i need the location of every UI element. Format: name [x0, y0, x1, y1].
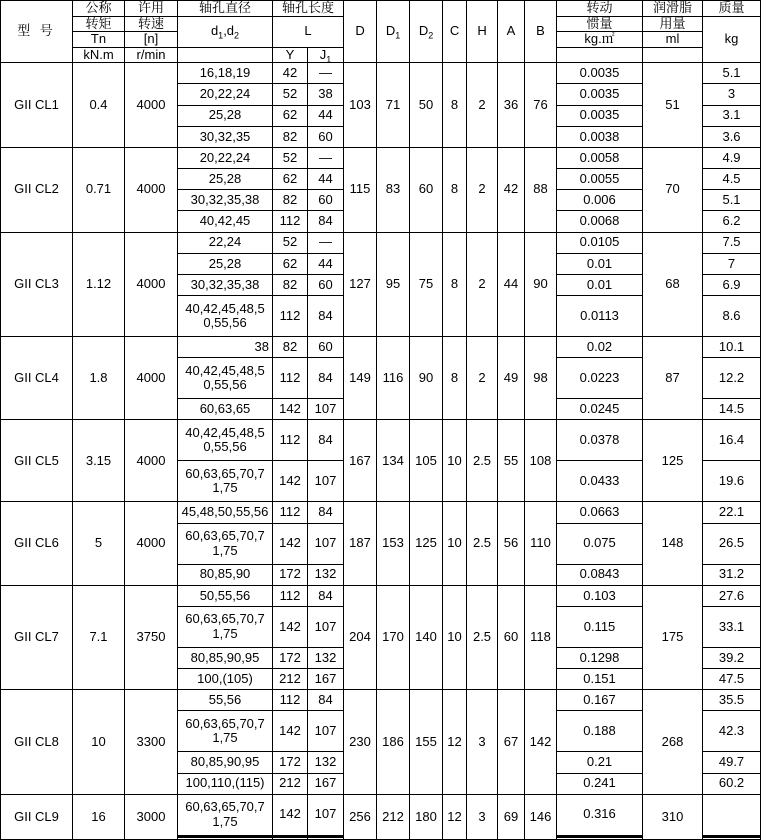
cell-dim-C: 12	[443, 690, 467, 795]
cell-length-J1: 60	[308, 126, 344, 147]
cell-torque: 5	[73, 502, 125, 585]
cell-bore-diameter: 16,18,19	[178, 63, 273, 84]
header-nominal-symbol: Tn	[73, 32, 125, 48]
cell-length-Y: 142	[273, 523, 308, 564]
cell-mass: 60.2	[703, 773, 761, 794]
cell-speed: 3000	[125, 794, 178, 839]
cell-inertia: 0.0378	[557, 420, 643, 461]
cell-dim-C: 8	[443, 147, 467, 232]
cell-dim-D1: 134	[377, 420, 410, 502]
cell-length-Y: 82	[273, 274, 308, 295]
cell-length-J1: 44	[308, 169, 344, 190]
cell-length-J1: 84	[308, 358, 344, 399]
cell-bore-diameter: 80,85,90,95	[178, 647, 273, 668]
table-body	[1, 63, 761, 840]
header-dim-B: B	[525, 1, 557, 63]
cell-bore-diameter: 40,42,45,48,50,55,56	[178, 296, 273, 337]
cell-dim-C: 8	[443, 232, 467, 337]
cell-dim-C: 12	[443, 794, 467, 839]
cell-mass: 12.2	[703, 358, 761, 399]
cell-bore-diameter: 100,(105)	[178, 669, 273, 690]
cell-length-Y: 62	[273, 169, 308, 190]
header-grease-top: 润滑脂	[643, 1, 703, 17]
cell-length-J1: 60	[308, 337, 344, 358]
cell-inertia: 0.0663	[557, 502, 643, 523]
cell-mass	[703, 838, 761, 840]
cell-dim-A: 49	[498, 337, 525, 420]
cell-model: GII CL4	[1, 337, 73, 420]
cell-speed: 4000	[125, 420, 178, 502]
cell-bore-diameter: 100,110,(115)	[178, 773, 273, 794]
cell-bore-diameter: 25,28	[178, 253, 273, 274]
cell-length-Y: 142	[273, 711, 308, 752]
cell-model: GII CL1	[1, 63, 73, 148]
cell-length-Y: 112	[273, 585, 308, 606]
table-row	[1, 690, 761, 711]
table-row	[1, 337, 761, 358]
cell-dim-H: 2.5	[467, 420, 498, 502]
cell-grease: 51	[643, 63, 703, 148]
header-grease-unit: ml	[643, 32, 703, 48]
cell-model: GII CL6	[1, 502, 73, 585]
header-nominal-unit: kN.m	[73, 47, 125, 63]
cell-mass: 39.2	[703, 647, 761, 668]
cell-dim-D1: 186	[377, 690, 410, 795]
cell-dim-B: 118	[525, 585, 557, 690]
cell-dim-D: 103	[344, 63, 377, 148]
cell-length-J1: 107	[308, 606, 344, 647]
cell-bore-diameter: 30,32,35,38	[178, 274, 273, 295]
cell-dim-D2: 140	[410, 585, 443, 690]
cell-bore-diameter: 38	[178, 337, 273, 358]
cell-mass: 5.1	[703, 190, 761, 211]
cell-grease: 268	[643, 690, 703, 795]
header-grease-spacer	[643, 47, 703, 63]
header-speed-unit: r/min	[125, 47, 178, 63]
cell-grease: 175	[643, 585, 703, 690]
cell-bore-diameter: 30,32,35,38	[178, 190, 273, 211]
header-dim-C: C	[443, 1, 467, 63]
cell-torque: 3.15	[73, 420, 125, 502]
cell-bore-diameter: 40,42,45,48,50,55,56	[178, 358, 273, 399]
cell-dim-D: 187	[344, 502, 377, 585]
cell-inertia: 0.0843	[557, 564, 643, 585]
table-row	[1, 63, 761, 84]
cell-length-J1: —	[308, 232, 344, 253]
cell-inertia: 0.0433	[557, 461, 643, 502]
cell-dim-C: 10	[443, 420, 467, 502]
cell-grease: 125	[643, 420, 703, 502]
cell-length-Y: 172	[273, 647, 308, 668]
header-len-Y: Y	[273, 47, 308, 63]
cell-torque: 0.71	[73, 147, 125, 232]
header-bore-dia-spacer	[178, 47, 273, 63]
header-bore-symbol: $d_1,d_2$	[178, 16, 273, 47]
cell-mass: 47.5	[703, 669, 761, 690]
header-dim-H: H	[467, 1, 498, 63]
cell-bore-diameter: 45,48,50,55,56	[178, 502, 273, 523]
cell-inertia: 0.188	[557, 711, 643, 752]
table-row	[1, 232, 761, 253]
header-inertia-mid: 惯量	[557, 16, 643, 32]
cell-dim-B: 90	[525, 232, 557, 337]
cell-dim-H: 2	[467, 337, 498, 420]
cell-length-Y: 52	[273, 84, 308, 105]
cell-length-Y: 142	[273, 606, 308, 647]
cell-length-J1: 84	[308, 420, 344, 461]
cell-dim-A: 36	[498, 63, 525, 148]
cell-mass: 19.6	[703, 461, 761, 502]
cell-dim-H: 2	[467, 63, 498, 148]
cell-length-J1: 44	[308, 105, 344, 126]
cell-mass: 22.1	[703, 502, 761, 523]
cell-model: GII CL9	[1, 794, 73, 839]
cell-dim-A: 60	[498, 585, 525, 690]
header-mass-top: 质量	[703, 1, 761, 17]
cell-length-Y: 142	[273, 461, 308, 502]
cell-dim-D1: 95	[377, 232, 410, 337]
cell-length-Y: 82	[273, 337, 308, 358]
cell-mass: 6.9	[703, 274, 761, 295]
cell-torque: 10	[73, 690, 125, 795]
cell-dim-D2: 60	[410, 147, 443, 232]
cell-model: GII CL5	[1, 420, 73, 502]
cell-inertia: 0.151	[557, 669, 643, 690]
cell-length-J1: 44	[308, 253, 344, 274]
cell-dim-D: 256	[344, 794, 377, 839]
cell-dim-D: 149	[344, 337, 377, 420]
cell-speed: 4000	[125, 232, 178, 337]
header-speed-symbol: [n]	[125, 32, 178, 48]
cell-bore-diameter: 60,63,65,70,71,75	[178, 523, 273, 564]
cell-dim-B: 76	[525, 63, 557, 148]
cell-dim-B: 146	[525, 794, 557, 839]
cell-dim-C: 8	[443, 63, 467, 148]
cell-length-J1: 132	[308, 647, 344, 668]
cell-grease: 148	[643, 502, 703, 585]
cell-grease: 310	[643, 794, 703, 839]
cell-dim-D1: 116	[377, 337, 410, 420]
cell-length-Y	[273, 838, 308, 840]
cell-length-J1: 38	[308, 84, 344, 105]
header-model: 型 号	[1, 1, 73, 63]
cell-speed: 4000	[125, 147, 178, 232]
cell-mass: 4.9	[703, 147, 761, 168]
header-speed-mid: 转速	[125, 16, 178, 32]
cell-length-Y: 82	[273, 190, 308, 211]
cell-inertia: 0.01	[557, 253, 643, 274]
cell-bore-diameter: 30,32,35	[178, 126, 273, 147]
cell-bore-diameter: 20,22,24	[178, 147, 273, 168]
cell-speed: 3300	[125, 690, 178, 795]
header-nominal-top: 公称	[73, 1, 125, 17]
cell-dim-D1: 153	[377, 502, 410, 585]
header-len-J1: $J_1$	[308, 47, 344, 63]
cell-length-J1	[308, 838, 344, 840]
cell-dim-H: 2.5	[467, 585, 498, 690]
cell-length-J1: 60	[308, 190, 344, 211]
cell-inertia: 0.1298	[557, 647, 643, 668]
cell-length-Y: 112	[273, 211, 308, 232]
header-inertia-top: 转动	[557, 1, 643, 17]
cell-length-J1: 132	[308, 564, 344, 585]
cell-dim-D2: 90	[410, 337, 443, 420]
cell-length-J1: 84	[308, 296, 344, 337]
cell-mass: 5.1	[703, 63, 761, 84]
cell-dim-B: 110	[525, 502, 557, 585]
cell-dim-D: 230	[344, 690, 377, 795]
cell-mass: 31.2	[703, 564, 761, 585]
cell-length-J1: 84	[308, 690, 344, 711]
cell-bore-diameter: 60,63,65,70,71,75	[178, 794, 273, 835]
cell-dim-C: 10	[443, 502, 467, 585]
cell-length-J1: 107	[308, 399, 344, 420]
cell-torque: 0.4	[73, 63, 125, 148]
cell-dim-A: 42	[498, 147, 525, 232]
table-row	[1, 420, 761, 461]
cell-inertia: 0.0058	[557, 147, 643, 168]
cell-mass: 33.1	[703, 606, 761, 647]
cell-length-Y: 112	[273, 420, 308, 461]
cell-bore-diameter: 60,63,65,70,71,75	[178, 606, 273, 647]
cell-length-Y: 112	[273, 358, 308, 399]
cell-bore-diameter: 20,22,24	[178, 84, 273, 105]
cell-torque: 1.12	[73, 232, 125, 337]
cell-bore-diameter: 50,55,56	[178, 585, 273, 606]
cell-dim-B: 98	[525, 337, 557, 420]
cell-length-Y: 52	[273, 147, 308, 168]
cell-length-J1: 132	[308, 752, 344, 773]
cell-bore-diameter: 22,24	[178, 232, 273, 253]
cell-torque: 1.8	[73, 337, 125, 420]
cell-model: GII CL7	[1, 585, 73, 690]
cell-length-J1: 107	[308, 461, 344, 502]
cell-mass: 27.6	[703, 585, 761, 606]
cell-dim-D1: 83	[377, 147, 410, 232]
cell-inertia: 0.0105	[557, 232, 643, 253]
cell-mass: 10.1	[703, 337, 761, 358]
cell-grease: 70	[643, 147, 703, 232]
cell-bore-diameter: 40,42,45	[178, 211, 273, 232]
cell-dim-D1: 170	[377, 585, 410, 690]
cell-dim-H: 2	[467, 232, 498, 337]
cell-dim-A: 44	[498, 232, 525, 337]
cell-dim-B: 88	[525, 147, 557, 232]
cell-inertia: 0.316	[557, 794, 643, 835]
cell-length-Y: 112	[273, 296, 308, 337]
cell-inertia: 0.167	[557, 690, 643, 711]
cell-dim-C: 8	[443, 337, 467, 420]
cell-length-Y: 142	[273, 399, 308, 420]
table-row	[1, 794, 761, 835]
cell-dim-A: 69	[498, 794, 525, 839]
header-dim-D2: $D_2$	[410, 1, 443, 63]
cell-dim-H: 3	[467, 690, 498, 795]
cell-model: GII CL8	[1, 690, 73, 795]
cell-length-Y: 52	[273, 232, 308, 253]
cell-dim-D: 127	[344, 232, 377, 337]
cell-dim-D1: 71	[377, 63, 410, 148]
cell-mass: 4.5	[703, 169, 761, 190]
cell-bore-diameter: 25,28	[178, 169, 273, 190]
cell-mass: 42.3	[703, 711, 761, 752]
cell-inertia: 0.075	[557, 523, 643, 564]
cell-bore-diameter: 40,42,45,48,50,55,56	[178, 420, 273, 461]
cell-length-Y: 212	[273, 669, 308, 690]
cell-inertia: 0.0245	[557, 399, 643, 420]
cell-length-J1: 84	[308, 211, 344, 232]
cell-length-J1: 107	[308, 794, 344, 835]
cell-grease: 87	[643, 337, 703, 420]
cell-dim-D2: 155	[410, 690, 443, 795]
cell-mass: 14.5	[703, 399, 761, 420]
cell-speed: 3750	[125, 585, 178, 690]
cell-dim-D: 204	[344, 585, 377, 690]
cell-dim-A: 67	[498, 690, 525, 795]
cell-length-J1: 167	[308, 773, 344, 794]
header-grease-mid: 用量	[643, 16, 703, 32]
cell-dim-A: 56	[498, 502, 525, 585]
cell-inertia	[557, 838, 643, 840]
cell-bore-diameter: 55,56	[178, 690, 273, 711]
cell-torque: 16	[73, 794, 125, 839]
cell-inertia: 0.0035	[557, 105, 643, 126]
cell-mass: 35.5	[703, 690, 761, 711]
cell-inertia: 0.0055	[557, 169, 643, 190]
cell-mass: 49.7	[703, 752, 761, 773]
cell-length-J1: —	[308, 63, 344, 84]
cell-inertia: 0.01	[557, 274, 643, 295]
cell-model: GII CL3	[1, 232, 73, 337]
header-inertia-unit: kg.㎡	[557, 32, 643, 48]
cell-speed: 4000	[125, 502, 178, 585]
cell-length-J1: 84	[308, 502, 344, 523]
cell-mass: 7	[703, 253, 761, 274]
cell-speed: 4000	[125, 63, 178, 148]
cell-dim-H: 2.5	[467, 502, 498, 585]
cell-length-J1: 107	[308, 711, 344, 752]
cell-inertia: 0.006	[557, 190, 643, 211]
cell-dim-B: 142	[525, 690, 557, 795]
cell-inertia: 0.0113	[557, 296, 643, 337]
cell-length-Y: 62	[273, 105, 308, 126]
cell-inertia: 0.103	[557, 585, 643, 606]
cell-length-Y: 172	[273, 564, 308, 585]
cell-bore-diameter: 60,63,65	[178, 399, 273, 420]
cell-mass: 3.1	[703, 105, 761, 126]
cell-bore-diameter: 80,85,90	[178, 564, 273, 585]
cell-dim-H: 3	[467, 794, 498, 839]
cell-length-Y: 212	[273, 773, 308, 794]
header-inertia-spacer	[557, 47, 643, 63]
cell-bore-diameter: 25,28	[178, 105, 273, 126]
cell-mass: 6.2	[703, 211, 761, 232]
cell-inertia: 0.0038	[557, 126, 643, 147]
cell-length-Y: 42	[273, 63, 308, 84]
cell-mass: 8.6	[703, 296, 761, 337]
cell-grease: 68	[643, 232, 703, 337]
cell-bore-diameter	[178, 838, 273, 840]
cell-inertia: 0.241	[557, 773, 643, 794]
cell-mass: 3	[703, 84, 761, 105]
cell-torque: 7.1	[73, 585, 125, 690]
cell-length-Y: 62	[273, 253, 308, 274]
cell-mass	[703, 794, 761, 835]
cell-dim-D2: 75	[410, 232, 443, 337]
header-speed-top: 许用	[125, 1, 178, 17]
cell-length-Y: 112	[273, 502, 308, 523]
cell-speed: 4000	[125, 337, 178, 420]
cell-dim-D2: 50	[410, 63, 443, 148]
cell-inertia: 0.02	[557, 337, 643, 358]
cell-length-Y: 112	[273, 690, 308, 711]
cell-dim-D2: 125	[410, 502, 443, 585]
header-nominal-mid: 转矩	[73, 16, 125, 32]
cell-length-J1: 107	[308, 523, 344, 564]
cell-dim-B: 108	[525, 420, 557, 502]
cell-length-J1: —	[308, 147, 344, 168]
cell-dim-H: 2	[467, 147, 498, 232]
cell-model: GII CL2	[1, 147, 73, 232]
table-header	[1, 1, 761, 63]
header-dim-D: D	[344, 1, 377, 63]
header-bore-dia-top: 轴孔直径	[178, 1, 273, 17]
header-dim-D1: $D_1$	[377, 1, 410, 63]
header-row-1	[1, 1, 761, 17]
cell-inertia: 0.0223	[557, 358, 643, 399]
cell-inertia: 0.0035	[557, 63, 643, 84]
header-bore-len-top: 轴孔长度	[273, 1, 344, 17]
table-row	[1, 147, 761, 168]
cell-mass: 26.5	[703, 523, 761, 564]
cell-dim-A: 55	[498, 420, 525, 502]
cell-inertia: 0.0035	[557, 84, 643, 105]
cell-bore-diameter: 60,63,65,70,71,75	[178, 461, 273, 502]
cell-dim-C: 10	[443, 585, 467, 690]
cell-length-Y: 142	[273, 794, 308, 835]
cell-inertia: 0.0068	[557, 211, 643, 232]
cell-dim-D: 167	[344, 420, 377, 502]
cell-length-Y: 82	[273, 126, 308, 147]
cell-dim-D2: 105	[410, 420, 443, 502]
cell-bore-diameter: 60,63,65,70,71,75	[178, 711, 273, 752]
cell-mass: 16.4	[703, 420, 761, 461]
cell-length-Y: 172	[273, 752, 308, 773]
cell-inertia: 0.21	[557, 752, 643, 773]
cell-dim-D2: 180	[410, 794, 443, 839]
cell-length-J1: 60	[308, 274, 344, 295]
table-row	[1, 585, 761, 606]
header-mass-unit: kg	[703, 16, 761, 63]
cell-length-J1: 167	[308, 669, 344, 690]
cell-bore-diameter: 80,85,90,95	[178, 752, 273, 773]
header-bore-len-symbol: L	[273, 16, 344, 47]
cell-inertia: 0.115	[557, 606, 643, 647]
header-dim-A: A	[498, 1, 525, 63]
cell-mass: 3.6	[703, 126, 761, 147]
cell-length-J1: 84	[308, 585, 344, 606]
table-row	[1, 502, 761, 523]
cell-mass: 7.5	[703, 232, 761, 253]
cell-dim-D: 115	[344, 147, 377, 232]
cell-dim-D1: 212	[377, 794, 410, 839]
